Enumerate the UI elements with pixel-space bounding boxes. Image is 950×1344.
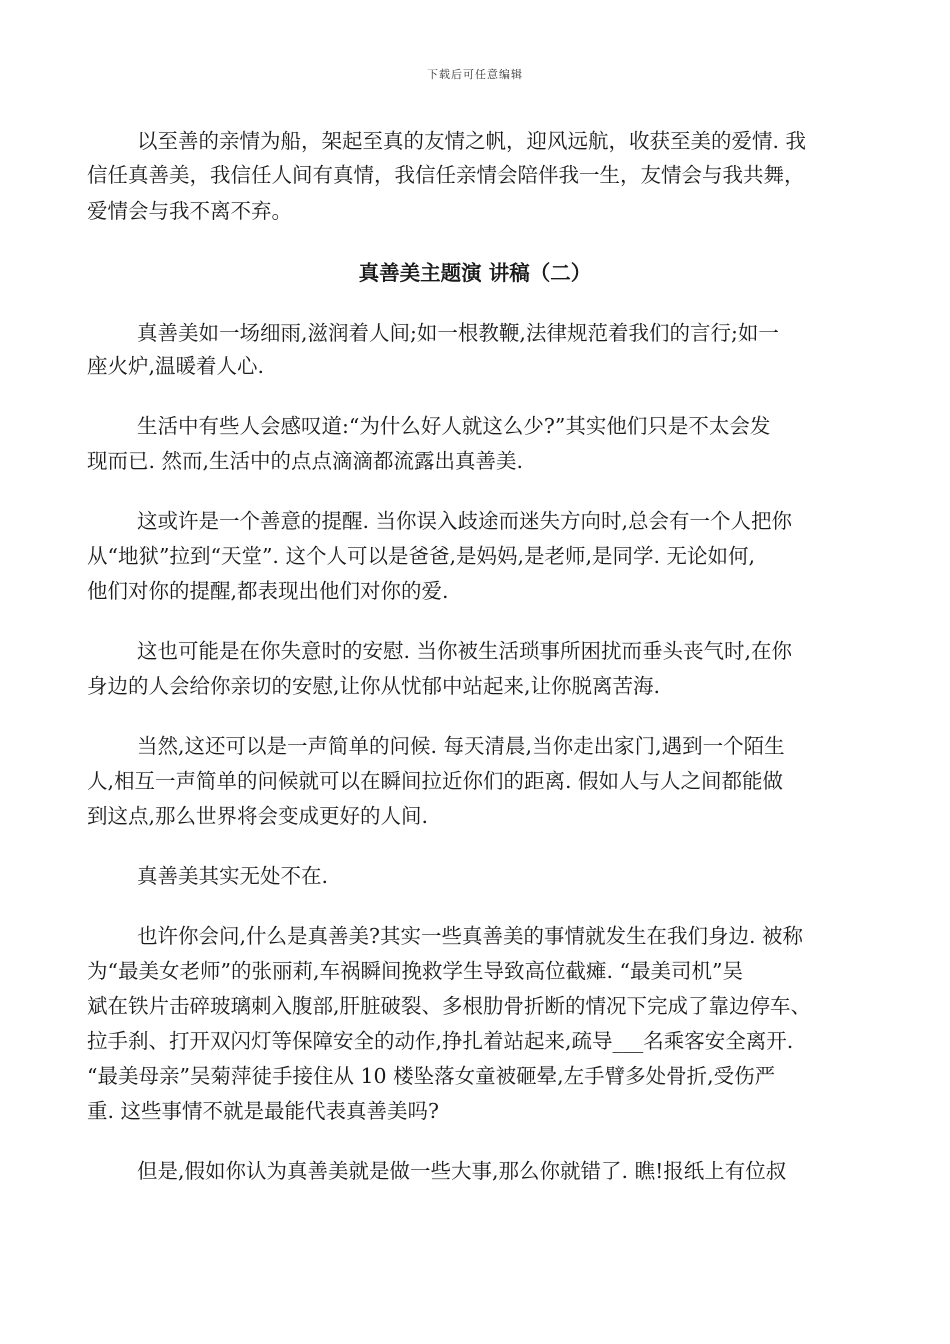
intro-line-2: 信任真善美，我信任人间有真情，我信任亲情会陪伴我一生，友情会与我共舞， — [87, 163, 805, 187]
body-line: 从“地狱”拉到“天堂”. 这个人可以是爸爸,是妈妈,是老师,是同学. 无论如何, — [87, 544, 756, 568]
body-line: 人,相互一声简单的问候就可以在瞬间拉近你们的距离. 假如人与人之间都能做 — [87, 769, 784, 793]
intro-line-1: 以至善的亲情为船，架起至真的友情之帆，迎风远航，收获至美的爱情. 我 — [137, 129, 807, 153]
body-line: 但是,假如你认为真善美就是做一些大事,那么你就错了. 瞧!报纸上有位叔 — [137, 1159, 787, 1183]
body-line: 真善美其实无处不在. — [137, 864, 329, 888]
body-line: 斌在铁片击碎玻璃刺入腹部,肝脏破裂、多根肋骨折断的情况下完成了靠边停车、 — [87, 994, 812, 1018]
body-line: 生活中有些人会感叹道:“为什么好人就这么少?”其实他们只是不太会发 — [137, 414, 771, 438]
body-line: 当然,这还可以是一声简单的问候. 每天清晨,当你走出家门,遇到一个陌生 — [137, 734, 785, 758]
body-line: 真善美如一场细雨,滋润着人间;如一根教鞭,法律规范着我们的言行;如一 — [137, 321, 779, 345]
body-line: 这也可能是在你失意时的安慰. 当你被生活琐事所困扰而垂头丧气时,在你 — [137, 639, 793, 663]
body-line: 为“最美女老师”的张丽莉,车祸瞬间挽救学生导致高位截瘫. “最美司机”吴 — [87, 959, 743, 983]
body-line: 拉手刹、打开双闪灯等保障安全的动作,挣扎着站起来,疏导___名乘客安全离开. — [87, 1029, 794, 1053]
body-line: 重. 这些事情不就是最能代表真善美吗? — [87, 1099, 440, 1123]
body-line: 这或许是一个善意的提醒. 当你误入歧途而迷失方向时,总会有一个人把你 — [137, 509, 793, 533]
body-line: “最美母亲”吴菊萍徒手接住从 10 楼坠落女童被砸晕,左手臂多处骨折,受伤严 — [87, 1064, 776, 1088]
body-line: 也许你会问,什么是真善美?其实一些真善美的事情就发生在我们身边. 被称 — [137, 924, 804, 948]
body-line: 到这点,那么世界将会变成更好的人间. — [87, 804, 429, 828]
section-title: 真善美主题演 讲稿（二） — [358, 261, 592, 285]
body-line: 身边的人会给你亲切的安慰,让你从忧郁中站起来,让你脱离苦海. — [87, 674, 661, 698]
body-line: 座火炉,温暖着人心. — [87, 354, 265, 378]
intro-line-3: 爱情会与我不离不弃。 — [87, 199, 292, 223]
page-header: 下载后可任意编辑 — [427, 68, 523, 81]
body-line: 现而已. 然而,生活中的点点滴滴都流露出真善美. — [87, 449, 524, 473]
body-line: 他们对你的提醒,都表现出他们对你的爱. — [87, 579, 449, 603]
